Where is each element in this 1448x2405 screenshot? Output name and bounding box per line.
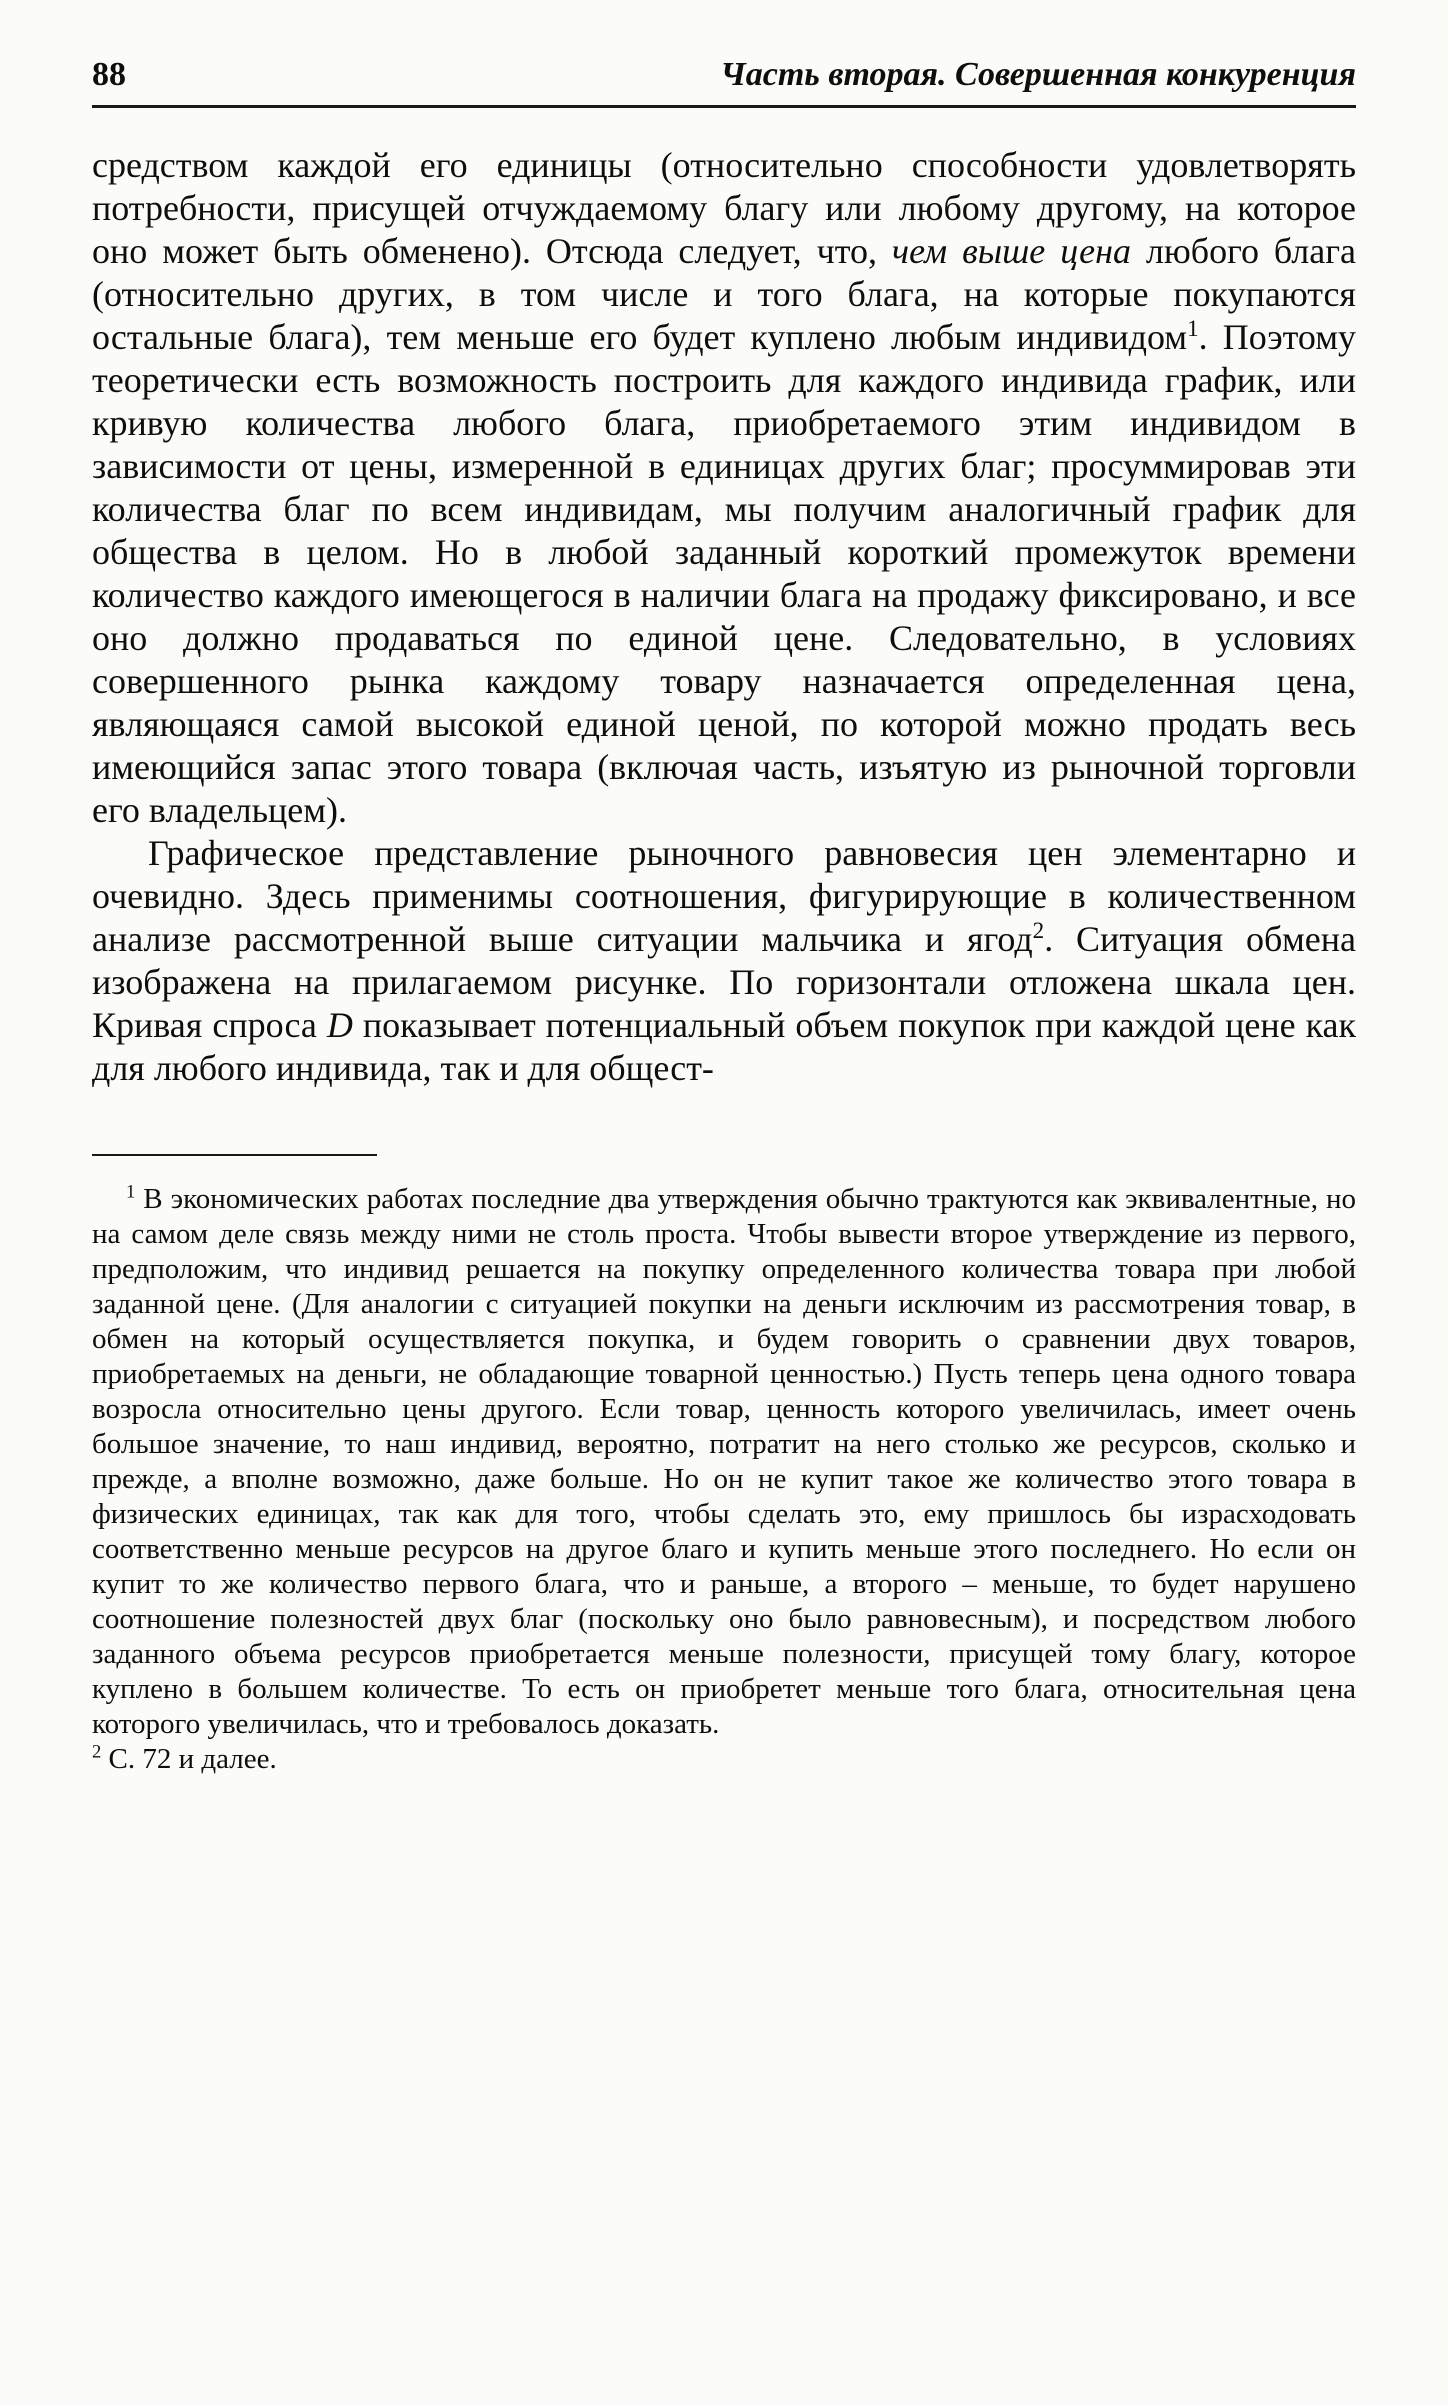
page-number: 88: [92, 56, 126, 93]
paragraph-2: Графическое представление рыночного равновесия цен элементарно и очевидно. Здесь применимы соотношения, фигурирующие в количественном анализе рассмотренной выше ситуации мальчика и ягод$^2$. Ситуация обмена изображена на прилагаемом рисунке. По горизонтали отложена шкала цен. Кривая спроса D показывает потенциальный объем покупок при каждой цене как для любого индивида, так и для общест-: [92, 833, 1356, 1089]
footnote-1: $^1$ В экономических работах последние два утверждения обычно трактуются как эквивалентные, но на самом деле связь между ними не столь проста. Чтобы вывести второе утверждение из первого, предположим, что индивид решается на покупку определенного количества товара при любой заданной цене. (Для аналогии с ситуацией покупки на деньги исключим из рассмотрения товар, в обмен на который осуществляется покупка, и будем говорить о сравнении двух товаров, приобретаемых на деньги, не обладающие товарной ценностью.) Пусть теперь цена одного товара возросла относительно цены другого. Если товар, ценность которого увеличилась, имеет очень большое значение, то наш индивид, вероятно, потратит на него столько же ресурсов, сколько и прежде, а вполне возможно, даже больше. Но он не купит такое же количество этого товара в физических единицах, так как для того, чтобы сделать это, ему пришлось бы израсходовать соответственно меньше ресурсов на другое благо и купить меньше этого последнего. Но если он купит то же количество первого блага, что и раньше, а второго – меньше, то будет нарушено соотношение полезностей двух благ (поскольку оно было равновесным), и посредством любого заданного объема ресурсов приобретается меньше полезности, присущей тому благу, которое куплено в большем количестве. То есть он приобретет меньше того блага, относительная цена которого увеличилась, что и требовалось доказать.: [92, 1181, 1356, 1741]
header-rule: [92, 105, 1356, 108]
running-title: Часть вторая. Совершенная конкуренция: [720, 56, 1356, 93]
paragraph-1: средством каждой его единицы (относительно способности удовлетворять потребности, присущей отчуждаемому благу или любому другому, на которое оно может быть обменено). Отсюда следует, что, чем выше цена любого блага (относительно других, в том числе и того блага, на которые покупаются остальные блага), тем меньше его будет куплено любым индивидом$^1$. Поэтому теоретически есть возможность построить для каждого индивида график, или кривую количества любого блага, приобретаемого этим индивидом в зависимости от цены, измеренной в единицах других благ; просуммировав эти количества благ по всем индивидам, мы получим аналогичный график для общества в целом. Но в любой заданный короткий промежуток времени количество каждого имеющегося в наличии блага на продажу фиксировано, и все оно должно продаваться по единой цене. Следовательно, в условиях совершенного рынка каждому товару назначается определенная цена, являющаяся самой высокой единой ценой, по которой можно продать весь имеющийся запас этого товара (включая часть, изъятую из рыночной торговли его владельцем).: [92, 145, 1356, 831]
footnote-separator: [92, 1154, 377, 1156]
footnotes: [92, 1182, 1356, 1777]
page-header: [92, 56, 1356, 93]
body-text: [92, 144, 1356, 1090]
footnote-2: $^2$ С. 72 и далее.: [92, 1741, 277, 1776]
